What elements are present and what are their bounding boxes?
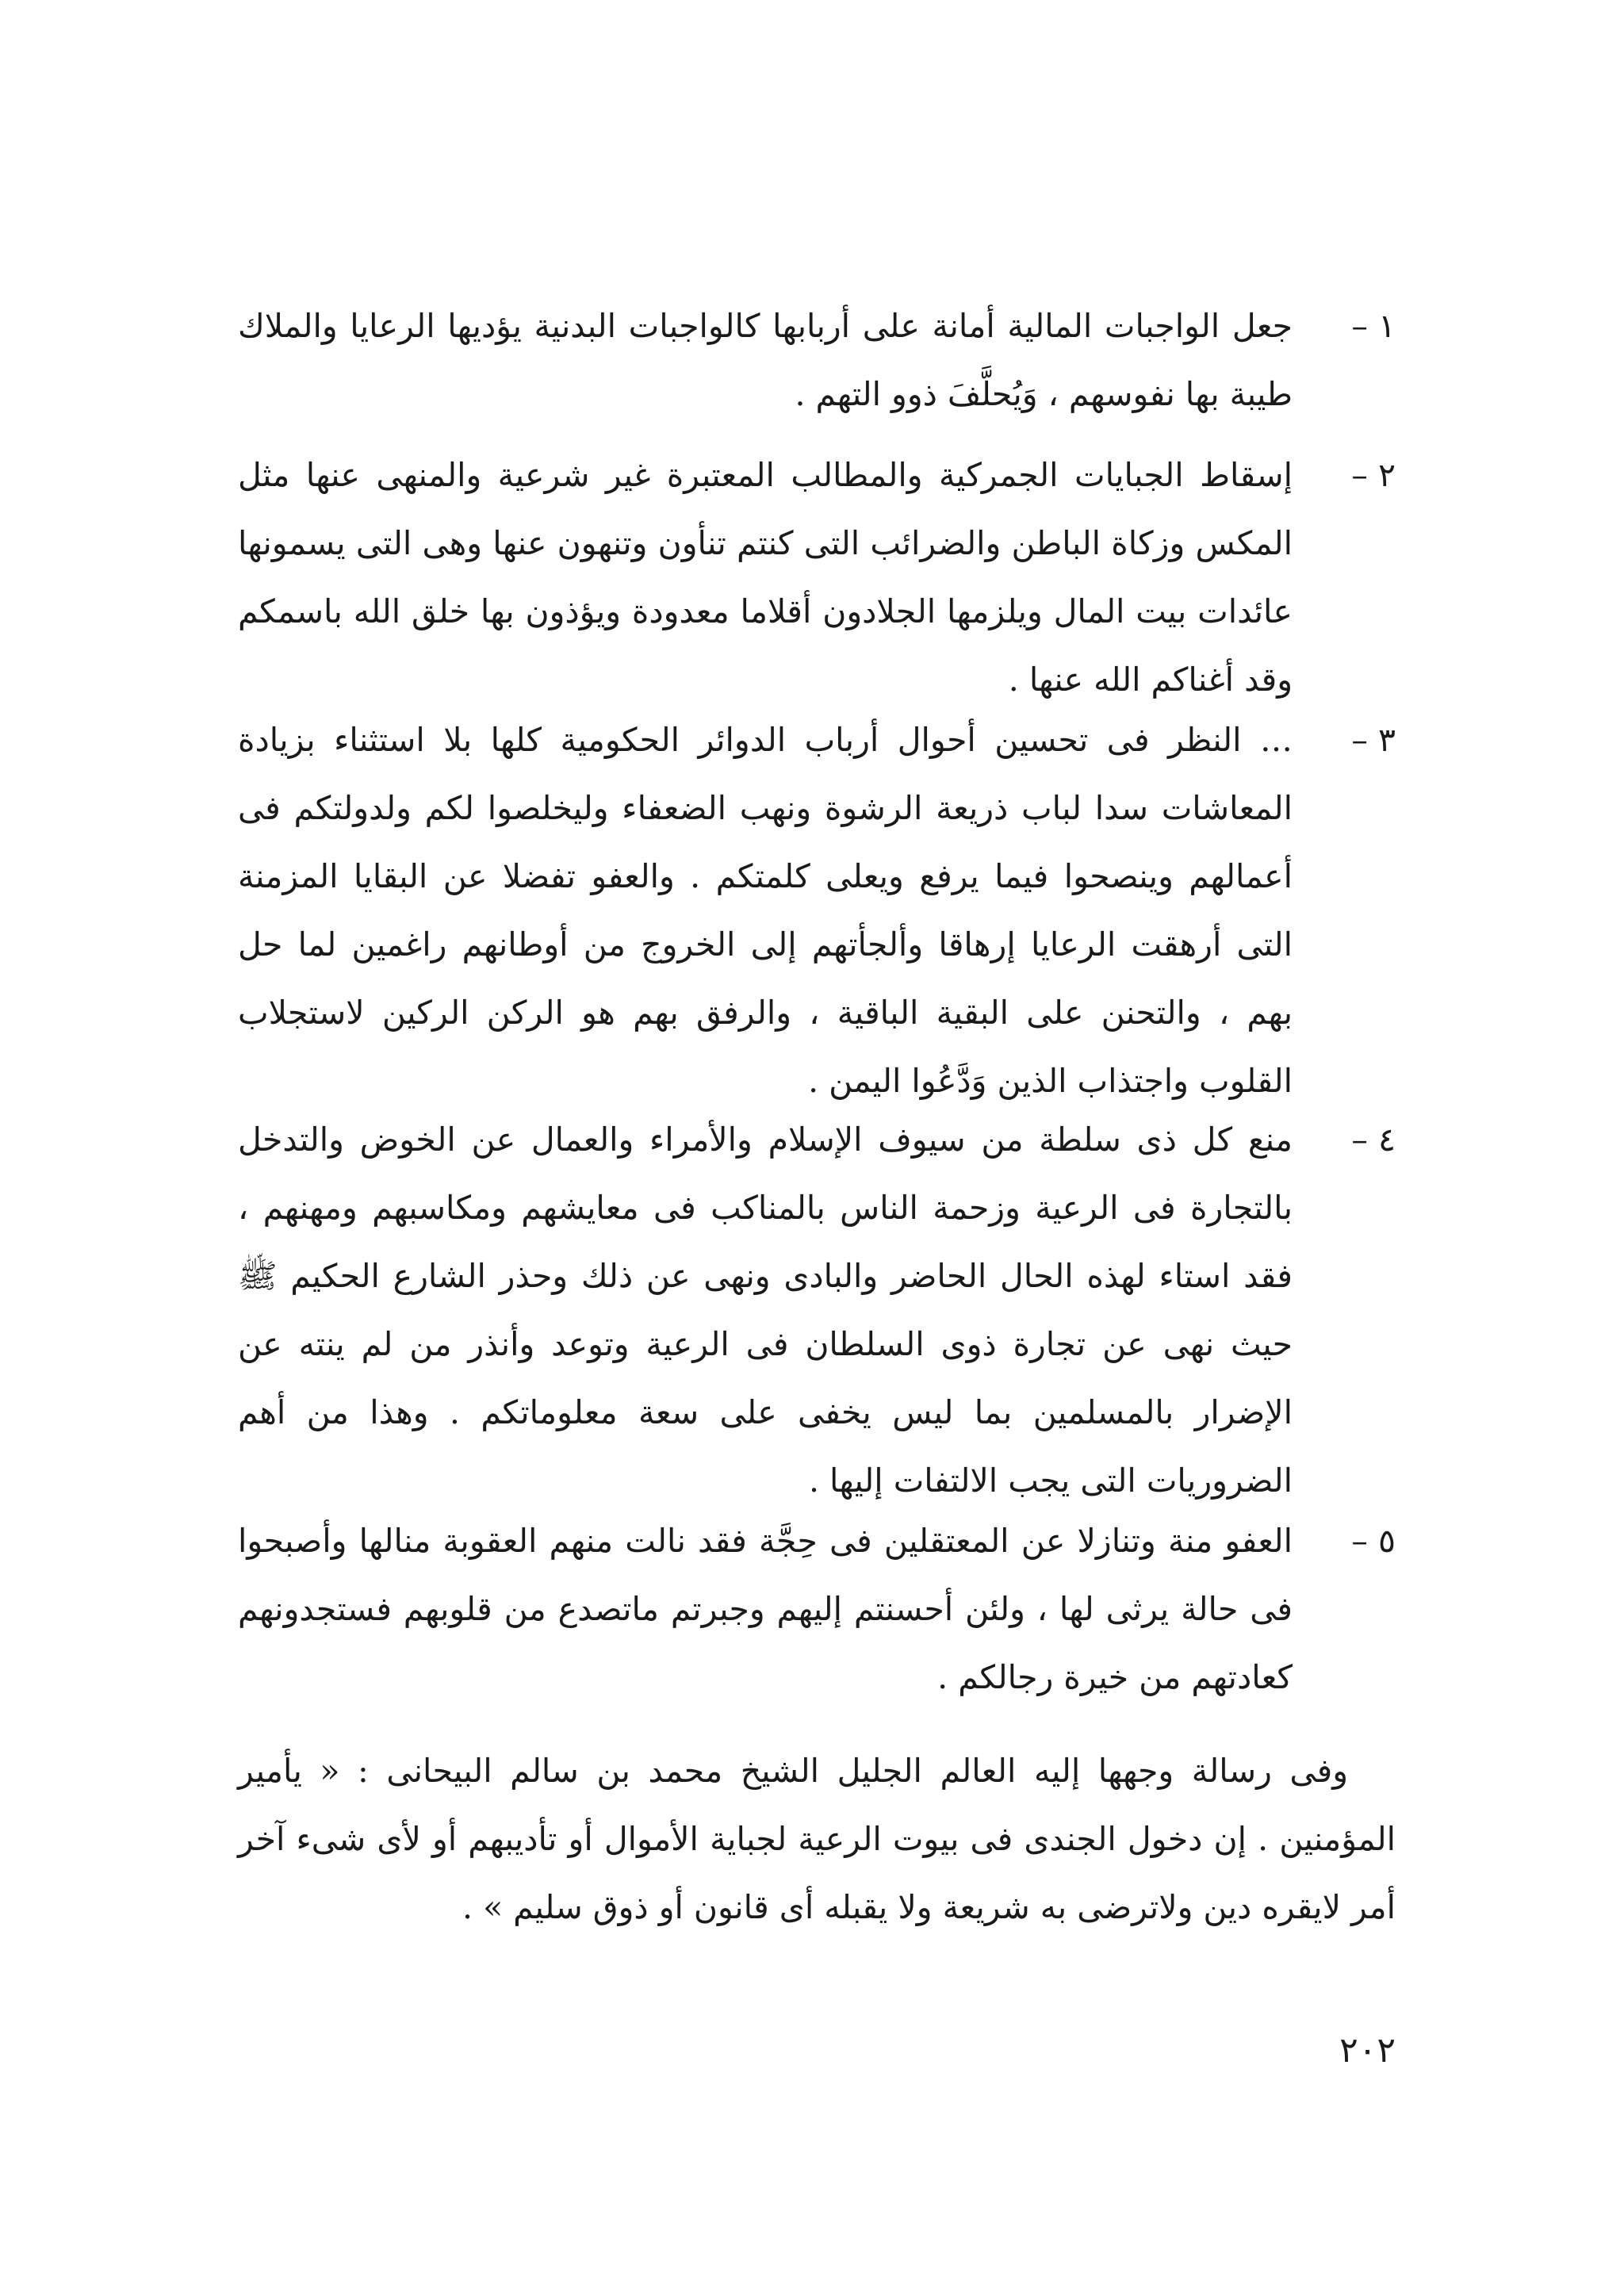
item-text: … النظر فى تحسين أحوال أرباب الدوائر الحكومية كلها بلا استثناء بزيادة المعاشات سدا لباب ذريعة الرشوة ونهب الضعفاء وليخلصوا لكم ولدولتكم فى أعمالهم وينصحوا فيما يرفع ويعلى كلمتكم . والعفو تفضلا عن البقايا المزمنة التى أرهقت الرعايا إرهاقا وألجأتهم إلى الخروج من أوطانهم راغمين لما حل بهم ، والتحنن على البقية الباقية ، والرفق بهم هو الركن الركين لاستجلاب القلوب واجتذاب الذين وَدَّعُوا اليمن .: [238, 721, 1293, 1100]
letter-paragraph: وفى رسالة وجهها إليه العالم الجليل الشيخ محمد بن سالم البيحانى : « يأمير المؤمنين . إن دخول الجندى فى بيوت الرعية لجباية الأموال أو تأديبهم أو لأى شىء آخر أمر لايقره دين ولاترضى به شريعة ولا يقبله أى قانون أو ذوق سليم » .: [238, 1752, 1396, 1926]
body-text: [238, 0, 1396, 2291]
item-number: ٣ –: [1351, 721, 1396, 759]
list-item-3: [238, 706, 1396, 1115]
list-item-4: [238, 1105, 1396, 1515]
item-text: منع كل ذى سلطة من سيوف الإسلام والأمراء والعمال عن الخوض والتدخل بالتجارة فى الرعية وزحمة الناس بالمناكب فى معايشهم ومكاسبهم ومهنهم ، فقد استاء لهذه الحال الحاضر والبادى ونهى عن ذلك وحذر الشارع الحكيم ﷺ حيث نهى عن تجارة ذوى السلطان فى الرعية وتوعد وأنذر من لم ينته عن الإضرار بالمسلمين بما ليس يخفى على سعة معلوماتكم . وهذا من أهم الضروريات التى يجب الالتفات إليها .: [238, 1121, 1293, 1500]
list-item-5: [238, 1507, 1396, 1711]
item-number: ٥ –: [1351, 1522, 1396, 1560]
page-number: ٢٠٢: [1339, 2030, 1396, 2071]
list-item-1: [238, 292, 1396, 428]
item-text: إسقاط الجبايات الجمركية والمطالب المعتبرة غير شرعية والمنهى عنها مثل المكس وزكاة الباطن والضرائب التى كنتم تنأون وتنهون عنها وهى التى يسمونها عائدات بيت المال ويلزمها الجلادون أقلاما معدودة ويؤذون بها خلق الله باسمكم وقد أغناكم الله عنها .: [238, 456, 1293, 699]
item-text: جعل الواجبات المالية أمانة على أربابها كالواجبات البدنية يؤديها الرعايا والملاك طيبة بها نفوسهم ، وَيُحلَّفَ ذوو التهم .: [238, 307, 1293, 413]
item-number: ٤ –: [1351, 1121, 1396, 1159]
item-number: ٢ –: [1351, 456, 1396, 494]
item-number: ١ –: [1351, 307, 1396, 345]
item-text: العفو منة وتنازلا عن المعتقلين فى حِجَّة فقد نالت منهم العقوبة منالها وأصبحوا فى حالة يرثى لها ، ولئن أحسنتم إليهم وجبرتم ماتصدع من قلوبهم فستجدونهم كعادتهم من خيرة رجالكم .: [238, 1522, 1293, 1696]
list-item-2: [238, 441, 1396, 714]
